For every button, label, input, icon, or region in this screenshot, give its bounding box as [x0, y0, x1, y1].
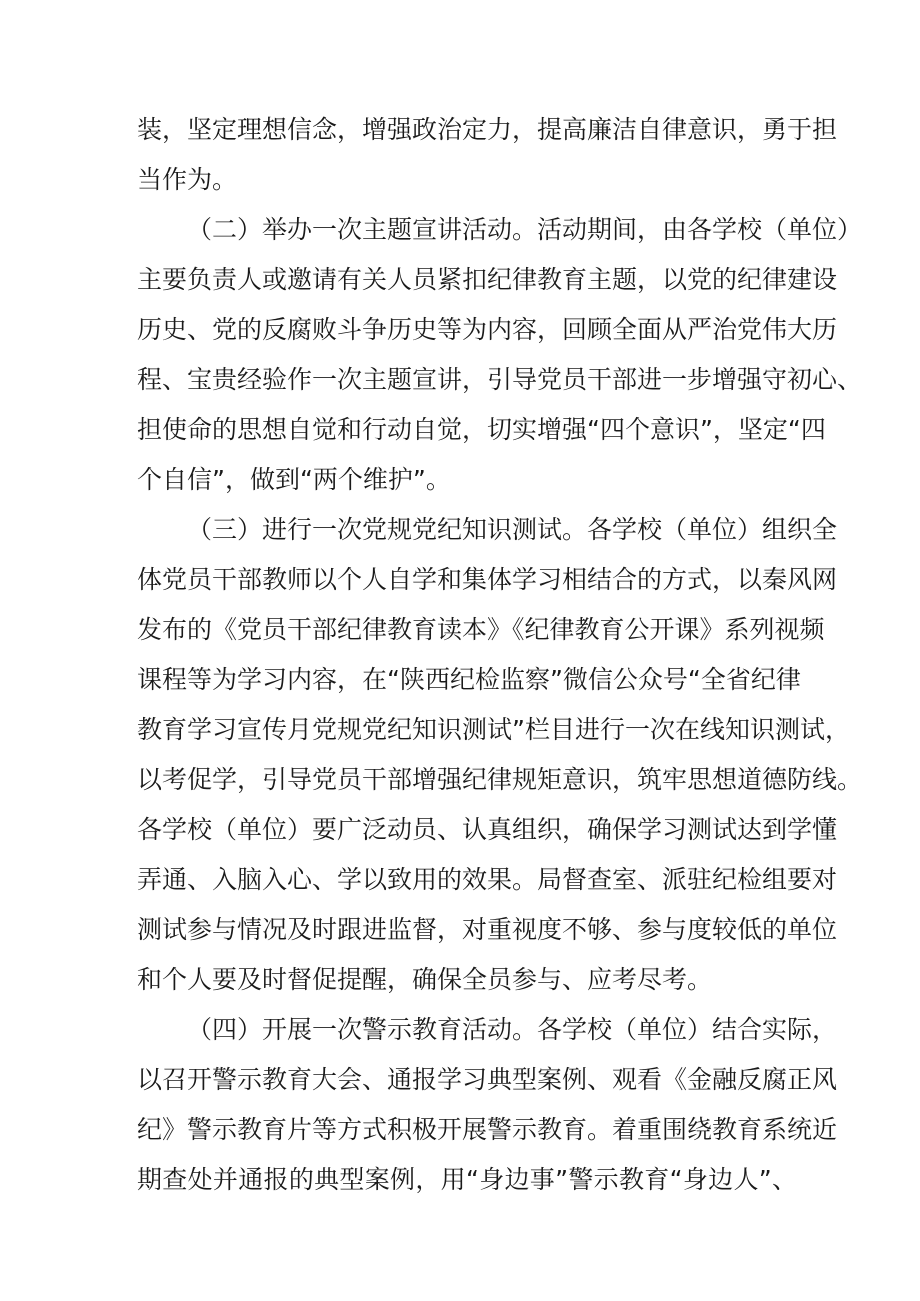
- text-line-15: 各学校（单位）要广泛动员、认真组织，确保学习测试达到学懂: [137, 815, 838, 844]
- text-line-18: 和个人要及时督促提醒，确保全员参与、应考尽考。: [137, 965, 713, 994]
- text-line-22: 期查处并通报的典型案例，用“身边事”警示教育“身边人”、: [137, 1165, 797, 1194]
- text-line-21: 纪》警示教育片等方式积极开展警示教育。着重围绕教育系统近: [137, 1115, 838, 1144]
- text-line-10: 体党员干部教师以个人自学和集体学习相结合的方式，以秦风网: [137, 565, 838, 594]
- text-line-8: 个自信”，做到“两个维护”。: [137, 465, 451, 494]
- text-line-11: 发布的《党员干部纪律教育读本》《纪律教育公开课》系列视频: [137, 615, 825, 644]
- text-line-20: 以召开警示教育大会、通报学习典型案例、观看《金融反腐正风: [137, 1065, 838, 1094]
- text-line-1: 装，坚定理想信念，增强政治定力，提高廉洁自律意识，勇于担: [137, 115, 838, 144]
- text-line-7: 担使命的思想自觉和行动自觉，切实增强“四个意识”，坚定“四: [137, 415, 826, 444]
- paragraph-4-line-1: （四）开展一次警示教育活动。各学校（单位）结合实际，: [187, 1015, 838, 1044]
- text-line-4: 主要负责人或邀请有关人员紧扣纪律教育主题，以党的纪律建设: [137, 265, 838, 294]
- text-line-12: 课程等为学习内容，在“陕西纪检监察”微信公众号“全省纪律: [137, 665, 801, 694]
- text-line-2: 当作为。: [137, 165, 238, 194]
- text-line-17: 测试参与情况及时跟进监督，对重视度不够、参与度较低的单位: [137, 915, 838, 944]
- paragraph-3-line-1: （三）进行一次党规党纪知识测试。各学校（单位）组织全: [187, 515, 838, 544]
- text-line-6: 程、宝贵经验作一次主题宣讲，引导党员干部进一步增强守初心、: [137, 365, 863, 394]
- paragraph-2-line-1: （二）举办一次主题宣讲活动。活动期间，由各学校（单位）: [187, 215, 863, 244]
- text-line-16: 弄通、入脑入心、学以致用的效果。局督查室、派驻纪检组要对: [137, 865, 838, 894]
- text-line-13: 教育学习宣传月党规党纪知识测试”栏目进行一次在线知识测试，: [137, 715, 850, 744]
- text-line-5: 历史、党的反腐败斗争历史等为内容，回顾全面从严治党伟大历: [137, 315, 838, 344]
- text-line-14: 以考促学，引导党员干部增强纪律规矩意识，筑牢思想道德防线。: [137, 765, 863, 794]
